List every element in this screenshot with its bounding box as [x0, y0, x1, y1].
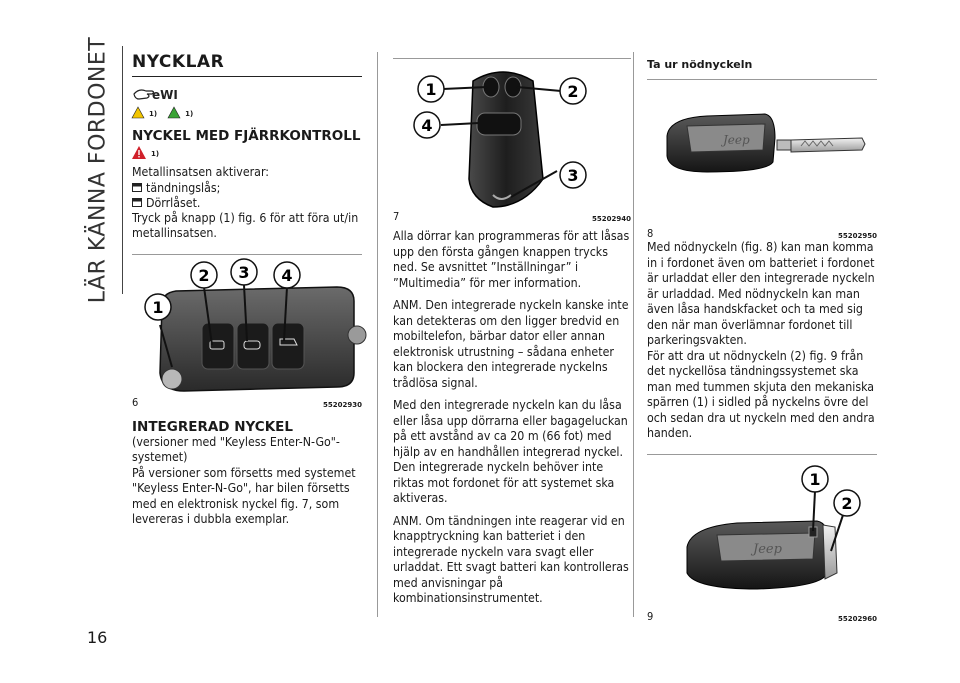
callout-2 — [191, 262, 217, 288]
figure-code: 55202960 — [838, 614, 877, 623]
column-divider — [633, 52, 634, 617]
figure-9 — [647, 454, 877, 623]
callout-2 — [834, 490, 860, 516]
svg-text:2: 2 — [198, 265, 210, 285]
body-text: På versioner som försetts med systemet "Keyless Enter-N-Go", har bilen försetts med en elektronisk nyckel fig. 7, som levereras i dubbla exemplar. — [132, 465, 356, 526]
side-divider — [122, 46, 123, 294]
svg-text:1: 1 — [425, 80, 437, 99]
column-divider — [377, 52, 378, 617]
eco-icon — [168, 107, 180, 120]
caution-icon — [132, 107, 144, 120]
column-3 — [647, 58, 877, 623]
figure-8 — [647, 79, 877, 240]
integrated-key-illustration — [393, 59, 631, 209]
intro-text: Metallinsatsen aktiverar: — [132, 165, 270, 179]
figure-number: 6 — [132, 395, 139, 409]
body-text: ANM. Den integrerade nyckeln kanske inte kan detekteras om den ligger bredvid en mobiltelefon, bärbar dator eller annan elektronisk utrustning – sådana enheter kan blockera den integrerade nyckelns trådlösa signal. — [393, 298, 629, 390]
svg-text:1: 1 — [809, 469, 821, 489]
svg-text:Jeep: Jeep — [753, 541, 782, 557]
body-text: Alla dörrar kan programmeras för att låsas upp den första gången knappen trycks ned. Se avsnittet ”Inställningar” i ”Multimedia” för mer information. — [393, 229, 630, 290]
svg-text:2: 2 — [567, 82, 579, 101]
figure-number: 8 — [647, 227, 654, 240]
chapter-title: LÄR KÄNNA FORDONET — [85, 36, 111, 304]
callout-1 — [802, 466, 828, 492]
section-title: NYCKLAR — [132, 52, 225, 72]
callout-3 — [560, 162, 586, 188]
section-title: Ta ur nödnyckeln — [647, 58, 753, 71]
column-2 — [393, 58, 631, 614]
checkbox-bullet-icon — [132, 181, 142, 196]
callout-4 — [274, 262, 300, 288]
svg-text:eWI: eWI — [152, 88, 178, 102]
body-text: Med den integrerade nyckeln kan du låsa eller låsa upp dörrarna eller bagageluckan på ett avstånd av ca 20 m (66 fot) med hjälp av en handhållen integrerad nyckel. Den integrerade nyckeln behöver inte riktas mot fordonet för att systemet ska aktiveras. — [393, 398, 628, 505]
subsection-title: NYCKEL MED FJÄRRKONTROLL — [132, 128, 361, 144]
list-item-text: tändningslås; — [146, 180, 221, 195]
subsection-title: INTEGRERAD NYCKEL — [132, 418, 293, 435]
figure-number: 9 — [647, 609, 654, 623]
svg-text:1: 1 — [152, 297, 164, 317]
list-item-text: Dörrlåset. — [146, 195, 201, 210]
body-text: (versioner med "Keyless Enter-N-Go"-systemet) — [132, 434, 340, 464]
svg-text:Jeep: Jeep — [723, 133, 750, 147]
key-fob-illustration — [132, 255, 362, 397]
callout-2 — [560, 78, 586, 104]
warning-row — [132, 146, 362, 161]
emergency-key-illustration — [647, 80, 877, 228]
list-item — [132, 196, 362, 211]
body-text: För att dra ut nödnyckeln (2) fig. 9 från det nyckellösa tändningssystemet ska man med tummen skjuta den mekaniska spärren (1) i sidled på nyckelns övre del och sedan dra ut nyckeln med den andra handen. — [647, 348, 875, 440]
checkbox-bullet-icon — [132, 196, 142, 211]
reference-number: 1) — [149, 109, 158, 118]
figure-code: 55202940 — [592, 215, 631, 223]
figure-6 — [132, 254, 362, 409]
reference-number: 1) — [185, 109, 194, 118]
callout-4 — [414, 112, 440, 138]
callout-3 — [231, 259, 257, 285]
chapter-side-tab — [83, 36, 113, 304]
emergency-key-removal-illustration — [647, 455, 877, 610]
body-text: Tryck på knapp (1) fig. 6 för att föra ut/in metallinsatsen. — [132, 210, 359, 240]
reference-number: 1) — [151, 149, 160, 158]
callout-1 — [145, 294, 171, 320]
page-number: 16 — [87, 628, 108, 647]
reference-row — [132, 107, 362, 120]
figure-7 — [393, 58, 631, 221]
figure-code: 55202950 — [838, 232, 877, 240]
warning-icon — [132, 146, 146, 161]
svg-text:3: 3 — [567, 166, 579, 185]
svg-text:3: 3 — [238, 262, 250, 282]
body-text: Med nödnyckeln (fig. 8) kan man komma in i fordonet även om batteriet i fordonet är urladdat eller den integrerade nyckeln är urladdad. Med nödnyckeln kan man även låsa handskfacket och ta med sig den när man överlämnar fordonet till parkeringsvakten. — [647, 240, 875, 347]
column-1 — [132, 52, 362, 528]
svg-text:2: 2 — [841, 493, 853, 513]
body-text: ANM. Om tändningen inte reagerar vid en knapptryckning kan batteriet i den integrerade nyckeln vara svagt eller urladdat. Ett svagt batteri kan kontrolleras med anvisningar på kombinationsinstrumentet. — [393, 513, 629, 605]
eco-hand-icon — [132, 85, 362, 105]
title-rule — [132, 76, 362, 77]
list-item — [132, 181, 362, 196]
svg-text:4: 4 — [281, 265, 293, 285]
callout-1 — [418, 76, 444, 102]
svg-text:4: 4 — [421, 116, 433, 135]
figure-code: 55202930 — [323, 400, 362, 409]
figure-number: 7 — [393, 210, 400, 223]
